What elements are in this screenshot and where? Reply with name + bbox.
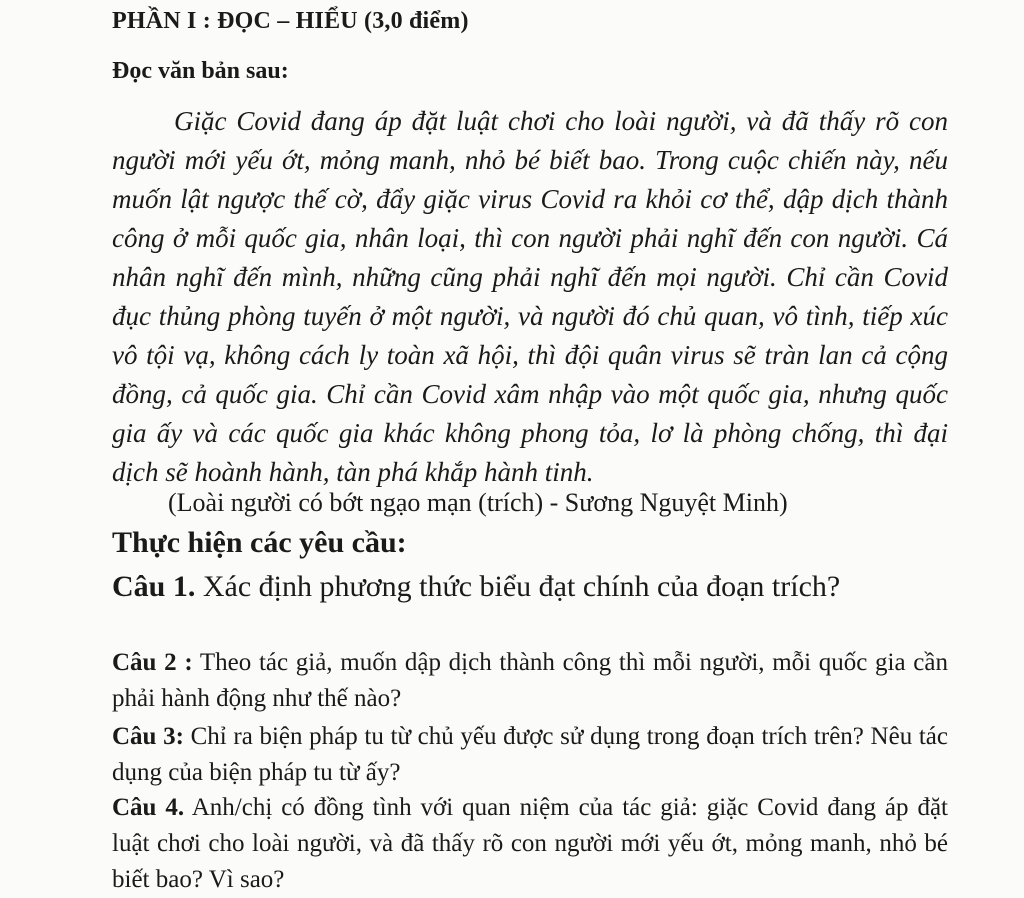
question-4-text: Anh/chị có đồng tình với quan niệm của tác giả: giặc Covid đang áp đặt luật chơi cho loài người, và đã thấy rõ con người mới yếu ớt, mỏng manh, nhỏ bé biết bao? Vì sao? xyxy=(112,794,948,893)
question-2-label: Câu 2 : xyxy=(112,649,193,676)
question-2-text: Theo tác giả, muốn dập dịch thành công thì mỗi người, mỗi quốc gia cần phải hành động như thế nào? xyxy=(112,649,948,712)
question-3-text: Chỉ ra biện pháp tu từ chủ yếu được sử dụng trong đoạn trích trên? Nêu tác dụng của biện pháp tu từ ấy? xyxy=(112,723,948,786)
passage-source: (Loài người có bớt ngạo mạn (trích) - Sương Nguyệt Minh) xyxy=(168,488,788,517)
question-1-text: Xác định phương thức biểu đạt chính của đoạn trích? xyxy=(195,570,841,603)
question-1 xyxy=(112,566,948,608)
reading-instruction: Đọc văn bản sau: xyxy=(112,58,289,84)
question-1-label: Câu 1. xyxy=(112,570,196,603)
question-4-label: Câu 4. xyxy=(112,794,185,821)
question-4 xyxy=(112,790,948,898)
section-title: PHẦN I : ĐỌC – HIỂU (3,0 điểm) xyxy=(112,8,469,34)
question-2 xyxy=(112,645,948,717)
question-3 xyxy=(112,719,948,791)
reading-passage: Giặc Covid đang áp đặt luật chơi cho loài người, và đã thấy rõ con người mới yếu ớt, mỏng manh, nhỏ bé biết bao. Trong cuộc chiến này, nếu muốn lật ngược thế cờ, đẩy giặc virus Covid ra khỏi cơ thể, dập dịch thành công ở mỗi quốc gia, nhân loại, thì con người phải nghĩ đến con người. Cá nhân nghĩ đến mình, những cũng phải nghĩ đến mọi người. Chỉ cần Covid đục thủng phòng tuyến ở một người, và người đó chủ quan, vô tình, tiếp xúc vô tội vạ, không cách ly toàn xã hội, thì đội quân virus sẽ tràn lan cả cộng đồng, cả quốc gia. Chỉ cần Covid xâm nhập vào một quốc gia, nhưng quốc gia ấy và các quốc gia khác không phong tỏa, lơ là phòng chống, thì đại dịch sẽ hoành hành, tàn phá khắp hành tinh. xyxy=(112,106,948,487)
tasks-heading: Thực hiện các yêu cầu: xyxy=(112,526,407,559)
question-3-label: Câu 3: xyxy=(112,723,184,750)
